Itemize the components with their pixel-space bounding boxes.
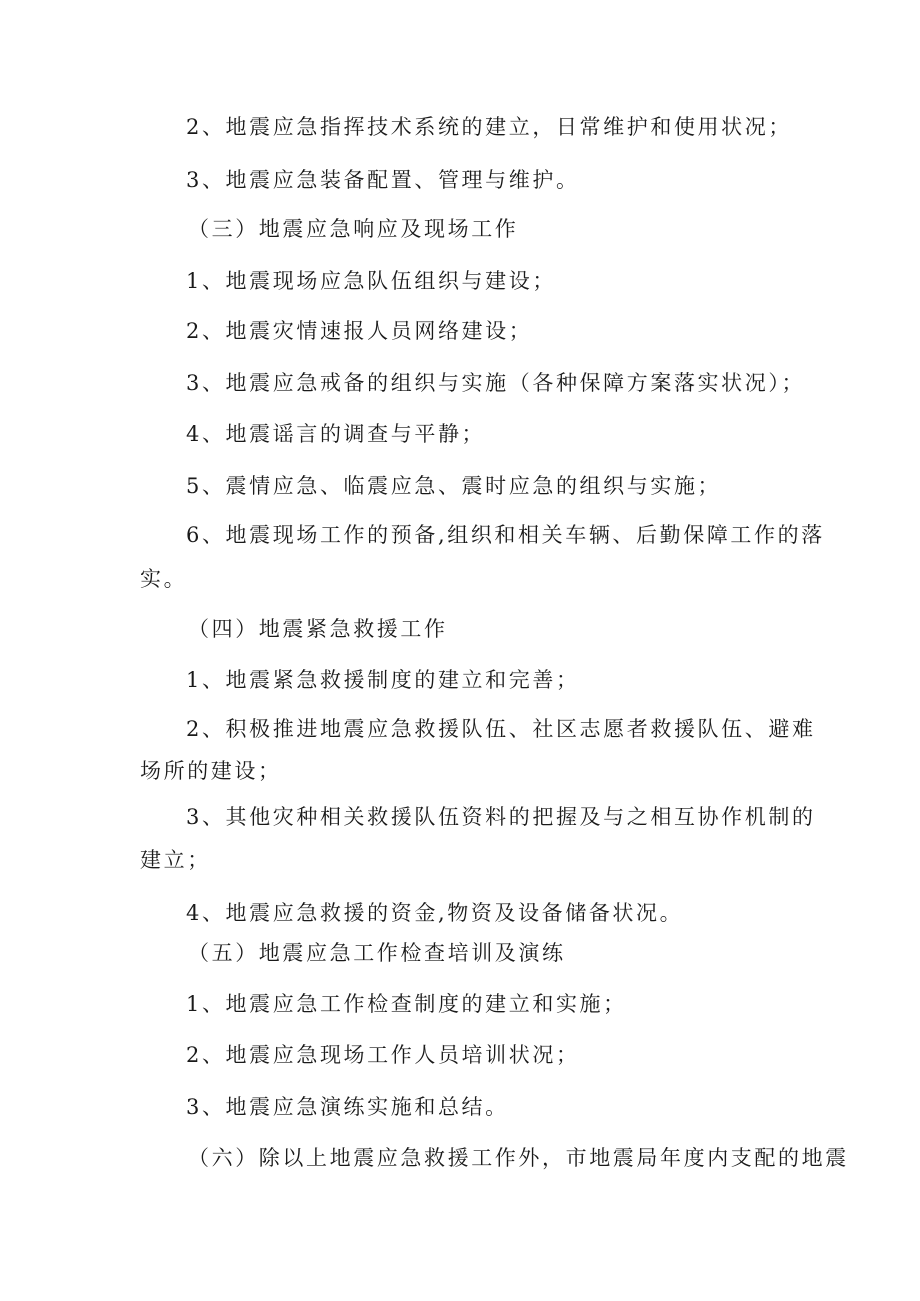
section-heading: （六）除以上地震应急救援工作外，市地震局年度内支配的地震 bbox=[188, 1146, 849, 1170]
paragraph-line: 6、地震现场工作的预备,组织和相关车辆、后勤保障工作的落 bbox=[186, 523, 825, 547]
paragraph-line: 3、地震应急演练实施和总结。 bbox=[186, 1095, 509, 1119]
paragraph-line: 1、地震应急工作检查制度的建立和实施； bbox=[186, 992, 627, 1016]
paragraph-line: 4、地震应急救援的资金,物资及设备储备状况。 bbox=[186, 901, 684, 925]
paragraph-line: 2、地震灾情速报人员网络建设； bbox=[186, 319, 533, 343]
paragraph-line: 2、地震应急现场工作人员培训状况； bbox=[186, 1043, 580, 1067]
section-heading: （四）地震紧急救援工作 bbox=[188, 617, 448, 641]
paragraph-continuation: 实。 bbox=[140, 567, 188, 591]
paragraph-continuation: 场所的建设； bbox=[140, 759, 282, 783]
paragraph-line: 4、地震谣言的调查与平静； bbox=[186, 422, 486, 446]
paragraph-line: 3、其他灾种相关救援队伍资料的把握及与之相互协作机制的 bbox=[186, 805, 816, 829]
paragraph-continuation: 建立； bbox=[140, 848, 211, 872]
paragraph-line: 3、地震应急装备配置、管理与维护。 bbox=[186, 168, 580, 192]
paragraph-line: 5、震情应急、临震应急、震时应急的组织与实施； bbox=[186, 474, 722, 498]
paragraph-line: 3、地震应急戒备的组织与实施（各种保障方案落实状况）； bbox=[186, 371, 806, 395]
paragraph-line: 2、积极推进地震应急救援队伍、社区志愿者救援队伍、避难 bbox=[186, 717, 816, 741]
section-heading: （五）地震应急工作检查培训及演练 bbox=[188, 941, 566, 965]
paragraph-line: 1、地震现场应急队伍组织与建设； bbox=[186, 269, 556, 293]
paragraph-line: 2、地震应急指挥技术系统的建立，日常维护和使用状况； bbox=[186, 115, 792, 139]
section-heading: （三）地震应急响应及现场工作 bbox=[188, 217, 519, 241]
paragraph-line: 1、地震紧急救援制度的建立和完善； bbox=[186, 668, 580, 692]
